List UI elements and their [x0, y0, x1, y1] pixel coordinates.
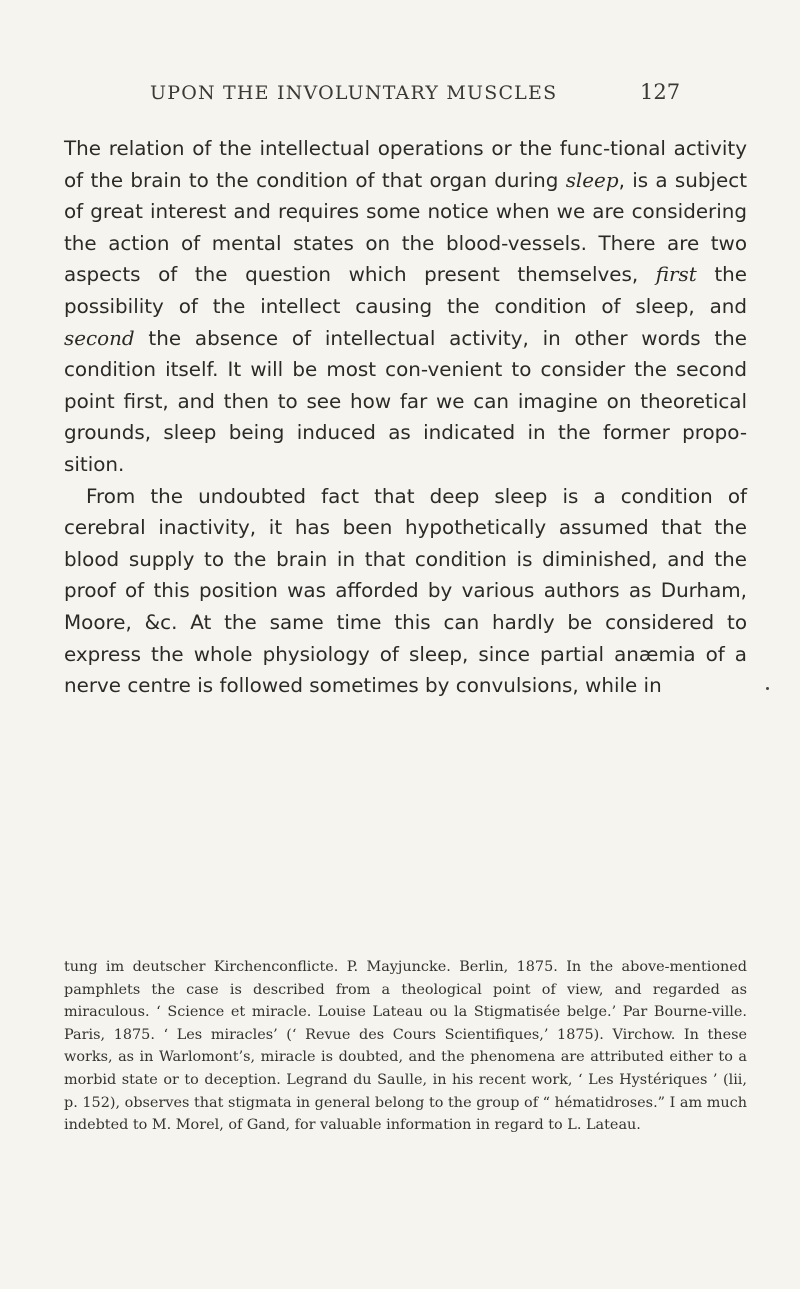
italic-term-second: second — [64, 326, 135, 350]
italic-term-sleep: sleep — [565, 168, 619, 192]
text-run: the absence of intellectual activity, in other words the condition itself. It will be most con-venient to consider the second point first, and then to see how far we can imagine on theoretical grounds, sleep being induced as indicated in the former propo-sition. — [64, 326, 747, 476]
running-head: UPON THE INVOLUNTARY MUSCLES — [150, 82, 558, 104]
text-run: , is a subject of great interest and requires some notice when we are considering the action of mental states on the blood-vessels. There are two aspects of the question which present themselves, — [64, 168, 747, 287]
paragraph-sleep-intro — [64, 133, 747, 481]
italic-term-first: first — [655, 263, 697, 287]
page-number: 127 — [640, 80, 681, 104]
body-text — [64, 133, 747, 702]
text-run: the possibility of the intellect causing the condition of sleep, and — [64, 263, 747, 318]
marginal-mark — [766, 687, 769, 690]
text-run: The relation of the intellectual operations or the func-tional activity of the brain to the condition of that organ during — [64, 137, 747, 192]
paragraph-cerebral-inactivity: From the undoubted fact that deep sleep is a condition of cerebral inactivity, it has been hypothetically assumed that the blood supply to the brain in that condition is diminished, and the proof of this position was afforded by various authors as Durham, Moore, &c. At the same time this can hardly be considered to express the whole physiology of sleep, since partial anæmia of a nerve centre is followed sometimes by convulsions, while in — [64, 484, 747, 698]
footnote: tung im deutscher Kirchenconflicte. P. Mayjuncke. Berlin, 1875. In the above-mentioned pamphlets the case is described from a theological point of view, and regarded as miraculous. ‘ Science et miracle. Louise Lateau ou la Stigmatisée belge.’ Par Bourne-ville. Paris, 1875. ‘ Les miracles’ (‘ Revue des Cours Scientifiques,’ 1875). Virchow. In these works, as in Warlomont’s, miracle is doubted, and the phenomena are attributed either to a morbid state or to deception. Legrand du Saulle, in his recent work, ‘ Les Hystériques ’ (lii, p. 152), observes that stigmata in general belong to the group of “ hématidroses.” I am much indebted to M. Morel, of Gand, for valuable information in regard to L. Lateau. — [64, 959, 747, 1134]
